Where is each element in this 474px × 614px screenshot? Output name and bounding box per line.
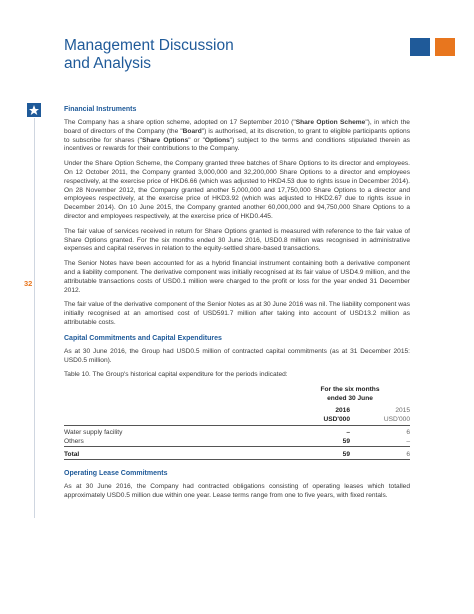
header-blue-square [410,38,430,56]
defined-term: Options [204,136,230,144]
period-header-line-2: ended 30 June [327,394,373,402]
period-header [290,386,410,403]
table-unit-row [64,416,410,425]
column-unit-2016: USD'000 [290,416,350,425]
table-total-row [64,451,410,460]
text-run: ") is authorised, at its discretion, to grant to eligible participants options to subscribe for shares (" [64,127,411,144]
text-run: " or " [188,136,205,144]
page-title [64,37,234,73]
total-label: Total [64,451,290,460]
page-title-line-1: Management Discussion [64,37,234,54]
defined-term: Board [182,127,202,135]
row-value-2016: – [346,429,350,436]
section-heading-capital-commitments: Capital Commitments and Capital Expenditures [64,334,222,342]
total-value-2016: 59 [290,451,350,460]
page-title-line-2: and Analysis [64,55,152,72]
table-header-row [64,386,410,403]
text-run: ") subject to the terms and conditions stipulated therein as incentives or rewards for their contributions to the Company. [64,136,410,153]
period-header-line-1: For the six months [320,386,380,394]
section-heading-financial-instruments: Financial Instruments [64,106,137,113]
total-value-2015: 6 [350,451,410,460]
defined-term: Share Options [141,136,189,144]
paragraph-fair-value-services: The fair value of services received in return for Share Options granted is measured with reference to the fair value of Share Options granted. For the six months ended 30 June 2016, USD0.8 million was recognised in administrative expenses and capital reserves in relation to the equity-settled share-based transactions. [64,227,410,253]
sidebar-divider [34,118,35,518]
header-orange-square [435,38,455,56]
row-value-2015: 6 [406,429,410,436]
capital-expenditure-table [64,386,410,460]
column-unit-2015: USD'000 [350,416,410,425]
column-header-2016: 2016 [335,407,350,415]
paragraph-capital-commitments: As at 30 June 2016, the Group had USD0.5 million of contracted capital commitments (as at 31 December 2015: USD0.5 million). [64,347,410,364]
text-run: The Company has a share option scheme, adopted on 17 September 2010 (" [64,119,296,126]
main-content [64,105,410,507]
text-run: "), in which the board of directors of the Company (the " [64,119,410,135]
section-heading-operating-lease: Operating Lease Commitments [64,470,168,478]
table-year-row [64,407,410,416]
row-label: Water supply facility [64,429,123,436]
paragraph-senior-notes: The Senior Notes have been accounted for as a hybrid financial instrument containing both a derivative component and a liability component. The derivative component was initially recognised at its fair value of USD4.9 million, and the attributable transactions costs of USD0.1 million were charged to the profit or loss for the year ended 31 December 2012. [64,260,410,294]
paragraph-derivative-fair-value: The fair value of the derivative component of the Senior Notes as at 30 June 2016 was nil. The liability component was initially recognised at an amortised cost of USD591.7 million after taking into account of USD13.2 million as attributable costs. [64,301,410,326]
defined-term: Share Option Scheme [295,119,366,126]
paragraph-share-option-scheme [64,119,410,154]
row-value-2015: – [350,438,410,447]
page-number: 32 [24,279,33,288]
paragraph-option-grants: Under the Share Option Scheme, the Company granted three batches of Share Options to its director and employees. On 12 October 2011, the Company granted 3,000,000 and 32,200,000 Share Options to a director and employees respectively, at the exercise price of HKD6.66 (which was adjusted to HKD4.53 due to rights issue in December 2014). On 28 November 2012, the Company granted another 5,000,000 and 17,750,000 Share Options to a director and employees respectively, at the exercise price of HKD3.92 (which was adjusted to HKD2.67 due to rights issue in December 2014). On 10 June 2015, the Company granted another 60,000,000 and 94,750,000 Share Options to a director and employees respectively, at the exercise price of HKD0.445. [64,160,410,220]
column-header-2015: 2015 [395,407,410,415]
paragraph-operating-lease: As at 30 June 2016, the Company had contracted obligations consisting of operating leases which totalled approximately USD0.5 million due within one year. Lease terms range from one to five years, with fixed rentals. [64,483,410,500]
table-row [64,429,410,438]
row-value-2016: 59 [290,438,350,447]
company-logo-icon [27,103,41,117]
row-label: Others [64,438,290,447]
table-caption: Table 10. The Group's historical capital expenditure for the periods indicated: [64,371,288,379]
table-row [64,438,410,447]
